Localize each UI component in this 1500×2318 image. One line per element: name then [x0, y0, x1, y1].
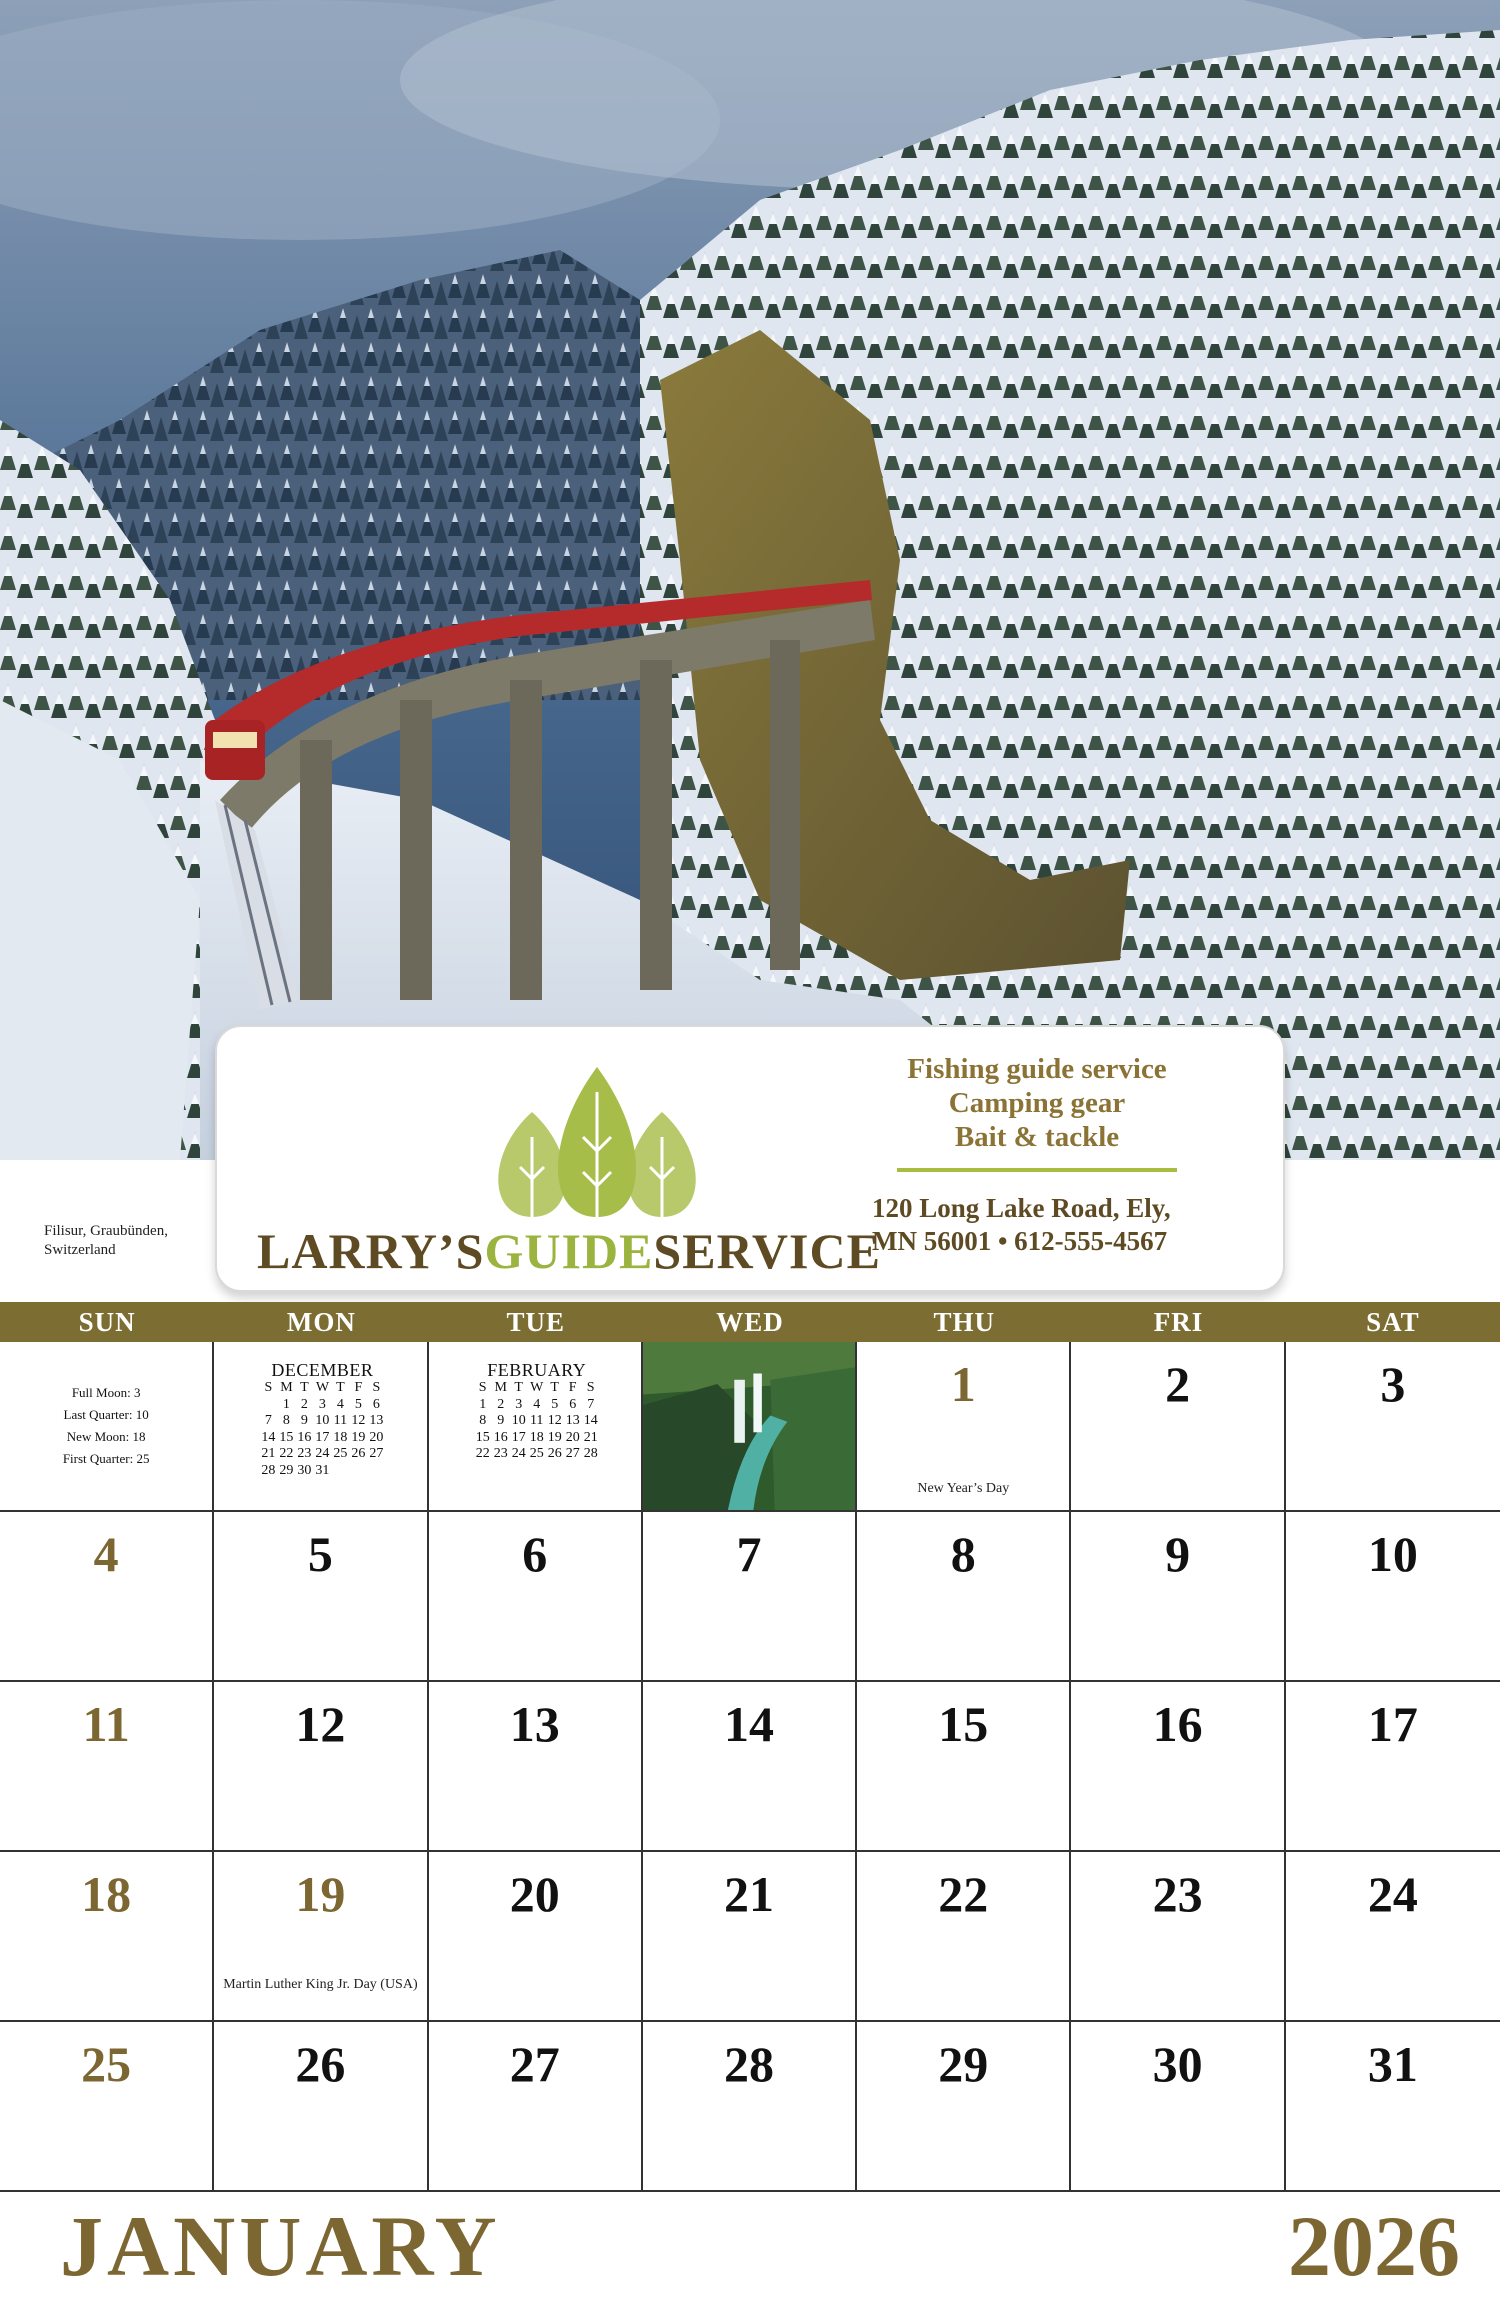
- day-cell[interactable]: [1071, 1852, 1285, 2022]
- mini-calendar-row: [474, 1413, 600, 1430]
- mini-calendar-row: [474, 1397, 600, 1414]
- day-cell[interactable]: [857, 1682, 1071, 1852]
- day-number: 5: [307, 1526, 333, 1582]
- day-number: 1: [950, 1356, 976, 1412]
- mini-calendar-title: DECEMBER: [271, 1360, 374, 1380]
- mini-calendar-day: 23: [493, 1446, 508, 1461]
- service-line: Bait & tackle: [954, 1121, 1120, 1153]
- day-number: 14: [723, 1696, 774, 1752]
- mini-calendar-day: 14: [261, 1429, 276, 1445]
- mini-calendar-day: 2: [300, 1396, 308, 1412]
- mini-calendar-weekday: M: [494, 1380, 507, 1395]
- day-number: 16: [1152, 1696, 1203, 1752]
- mini-calendar-weekday: M: [280, 1380, 293, 1395]
- mini-calendar-day: 11: [529, 1413, 544, 1428]
- weekday-mon: MON: [286, 1307, 356, 1337]
- day-cell[interactable]: [214, 2022, 428, 2192]
- day-cell[interactable]: [1286, 1852, 1500, 2022]
- day-cell[interactable]: [1071, 1512, 1285, 1682]
- day-cell[interactable]: [1071, 2022, 1285, 2192]
- mini-calendar-weekday: T: [336, 1380, 345, 1395]
- mini-calendar-day: 1: [479, 1396, 487, 1412]
- mini-calendar-day: 4: [533, 1396, 541, 1412]
- prev-month-cell: [214, 1342, 428, 1512]
- mini-calendar-weekday: F: [568, 1380, 577, 1395]
- day-number: 13: [509, 1696, 560, 1752]
- mini-calendar-day: 3: [318, 1396, 326, 1412]
- mini-calendar-weekday: T: [550, 1380, 559, 1395]
- day-number: 26: [295, 2036, 346, 2092]
- mini-calendar-day: 26: [351, 1446, 366, 1461]
- day-cell[interactable]: [214, 1682, 428, 1852]
- mini-calendar-table: [259, 1380, 385, 1479]
- day-number: 23: [1152, 1866, 1203, 1922]
- day-number: 22: [938, 1866, 989, 1922]
- mini-calendar-day: 5: [354, 1396, 362, 1412]
- mini-calendar-weekday: S: [264, 1380, 273, 1395]
- day-number: 12: [295, 1696, 346, 1752]
- company-logo: [257, 1067, 881, 1279]
- day-cell[interactable]: [857, 2022, 1071, 2192]
- day-cell[interactable]: [429, 2022, 643, 2192]
- mini-calendar: [238, 1360, 406, 1479]
- weekday-wed: WED: [716, 1307, 784, 1337]
- day-cell[interactable]: [214, 1852, 428, 2022]
- mini-calendar-day: 4: [336, 1396, 344, 1412]
- day-cell[interactable]: [429, 1852, 643, 2022]
- mini-calendar-weekday: F: [354, 1380, 363, 1395]
- mini-calendar-day: [259, 1397, 277, 1414]
- three-leaves-icon: [487, 1067, 707, 1217]
- holiday-label: Martin Luther King Jr. Day (USA): [223, 1977, 418, 1992]
- mini-calendar-day: 29: [279, 1462, 294, 1478]
- address-line: 120 Long Lake Road, Ely,: [872, 1193, 1171, 1223]
- moon-phase-line: New Moon: 18: [66, 1429, 146, 1444]
- mini-calendar-weekday: S: [372, 1380, 381, 1395]
- mini-calendar-day: 10: [315, 1413, 330, 1428]
- day-cell[interactable]: [0, 1682, 214, 1852]
- mini-calendar-day: 6: [372, 1396, 380, 1412]
- mini-calendar-row: [474, 1446, 600, 1463]
- mini-calendar-day: 28: [583, 1446, 598, 1461]
- day-cell[interactable]: [0, 2022, 214, 2192]
- mini-calendar-day: 12: [547, 1413, 562, 1428]
- weekday-tue: TUE: [506, 1307, 565, 1337]
- company-name: [257, 1222, 881, 1280]
- mini-calendar-day: 28: [261, 1462, 276, 1478]
- next-month-cell: [429, 1342, 643, 1512]
- day-number: 7: [736, 1526, 762, 1582]
- mini-calendar-day: [367, 1463, 385, 1480]
- mini-calendar-day: 23: [297, 1446, 312, 1461]
- mini-calendar-day: 18: [333, 1429, 348, 1445]
- moon-phase-line: First Quarter: 25: [62, 1451, 150, 1466]
- day-cell[interactable]: [0, 1512, 214, 1682]
- day-number: 8: [950, 1526, 976, 1582]
- day-number: 27: [509, 2036, 560, 2092]
- mini-calendar-day: 9: [300, 1413, 308, 1428]
- day-cell[interactable]: [857, 1852, 1071, 2022]
- day-number: 21: [723, 1866, 774, 1922]
- mini-calendar-weekday: T: [300, 1380, 309, 1395]
- waterfall-photo-cell: [643, 1342, 857, 1512]
- mini-calendar: [453, 1360, 621, 1463]
- mini-calendar-row: [259, 1446, 385, 1463]
- day-number: 28: [723, 2036, 774, 2092]
- mini-calendar-day: 22: [279, 1446, 294, 1461]
- day-cell[interactable]: [429, 1512, 643, 1682]
- mini-calendar-day: 17: [315, 1429, 330, 1445]
- moon-phase-line: Last Quarter: 10: [63, 1407, 149, 1422]
- mini-calendar-title: FEBRUARY: [487, 1360, 587, 1380]
- mini-calendar-header-row: [474, 1380, 600, 1397]
- mini-calendar-day: 15: [475, 1429, 490, 1445]
- holiday-label: New Year’s Day: [917, 1481, 1010, 1496]
- mini-calendar-day: 25: [529, 1446, 544, 1461]
- day-cell[interactable]: [857, 1512, 1071, 1682]
- waterfall-photo: [643, 1342, 855, 1510]
- mini-calendar-day: 27: [369, 1446, 384, 1461]
- mini-calendar-day: 13: [565, 1413, 580, 1428]
- company-name-right: SERVICE: [653, 1223, 881, 1279]
- calendar-grid: [0, 1342, 1500, 2192]
- day-cell[interactable]: [643, 1852, 857, 2022]
- day-cell[interactable]: [643, 1512, 857, 1682]
- divider: [897, 1168, 1177, 1172]
- day-number: 2: [1165, 1356, 1191, 1412]
- day-number: 20: [509, 1866, 560, 1922]
- weekday-sun: SUN: [78, 1307, 136, 1337]
- mini-calendar-header-row: [259, 1380, 385, 1397]
- mini-calendar-day: 25: [333, 1446, 348, 1461]
- mini-calendar-day: 24: [315, 1446, 330, 1461]
- moon-phases: [0, 1382, 212, 1470]
- mini-calendar-weekday: S: [586, 1380, 595, 1395]
- mini-calendar-day: 22: [475, 1446, 490, 1461]
- day-number: 3: [1380, 1356, 1406, 1412]
- day-cell[interactable]: [1286, 1682, 1500, 1852]
- mini-calendar-day: 12: [351, 1413, 366, 1428]
- mini-calendar-day: 24: [511, 1446, 526, 1461]
- weekday-thu: THU: [933, 1307, 996, 1337]
- day-number: 19: [295, 1866, 346, 1922]
- weekday-fri: FRI: [1153, 1307, 1204, 1337]
- mini-calendar-day: 3: [515, 1396, 523, 1412]
- mini-calendar-day: 16: [493, 1429, 508, 1445]
- day-number: 15: [938, 1696, 989, 1752]
- mini-calendar-day: 20: [565, 1429, 580, 1445]
- day-number: 17: [1367, 1696, 1418, 1752]
- mini-calendar-weekday: W: [530, 1380, 544, 1395]
- mini-calendar-day: 16: [297, 1429, 312, 1445]
- weekday-sat: SAT: [1366, 1307, 1420, 1337]
- mini-calendar-row: [474, 1430, 600, 1447]
- day-cell[interactable]: [1071, 1682, 1285, 1852]
- company-name-left: LARRY’S: [257, 1223, 485, 1279]
- mini-calendar-day: 6: [569, 1396, 577, 1412]
- day-cell[interactable]: [1071, 1342, 1285, 1512]
- mini-calendar-day: 27: [565, 1446, 580, 1461]
- mini-calendar-day: 13: [369, 1413, 384, 1428]
- mini-calendar-day: 26: [547, 1446, 562, 1461]
- mini-calendar-day: 1: [282, 1396, 290, 1412]
- mini-calendar-day: 31: [315, 1462, 330, 1478]
- day-number: 25: [81, 2036, 132, 2092]
- mini-calendar-day: 10: [511, 1413, 526, 1428]
- day-cell[interactable]: [643, 2022, 857, 2192]
- day-number: 4: [93, 1526, 119, 1582]
- mini-calendar-day: 15: [279, 1429, 294, 1445]
- day-number: 18: [81, 1866, 132, 1922]
- mini-calendar-day: 5: [551, 1396, 559, 1412]
- day-cell[interactable]: [0, 1852, 214, 2022]
- moon-phases-cell: [0, 1342, 214, 1512]
- mini-calendar-day: 7: [587, 1396, 595, 1412]
- mini-calendar-weekday: T: [514, 1380, 523, 1395]
- photo-caption: Filisur, Graubünden, Switzerland: [44, 1223, 168, 1258]
- mini-calendar-day: 2: [497, 1396, 505, 1412]
- mini-calendar-row: [259, 1430, 385, 1447]
- mini-calendar-day: 20: [369, 1429, 384, 1445]
- mini-calendar-row: [259, 1463, 385, 1480]
- mini-calendar-day: 19: [547, 1429, 562, 1445]
- month-title: JANUARY: [60, 2198, 501, 2294]
- mini-calendar-weekday: S: [478, 1380, 487, 1395]
- mini-calendar-row: [259, 1397, 385, 1414]
- day-cell[interactable]: [1286, 2022, 1500, 2192]
- year-title: 2026: [1288, 2198, 1460, 2294]
- mini-calendar-day: 19: [351, 1429, 366, 1445]
- mini-calendar-day: 8: [479, 1413, 487, 1428]
- mini-calendar-day: 18: [529, 1429, 544, 1445]
- company-name-middle: GUIDE: [484, 1223, 654, 1279]
- mini-calendar-weekday: W: [315, 1380, 330, 1395]
- service-line: Fishing guide service: [907, 1053, 1167, 1085]
- advertiser-panel: [215, 1025, 1285, 1292]
- mini-calendar-day: [349, 1463, 367, 1480]
- moon-phase-line: Full Moon: 3: [71, 1385, 141, 1400]
- mini-calendar-day: [331, 1463, 349, 1480]
- mini-calendar-day: 11: [333, 1413, 348, 1428]
- mini-calendar-day: 21: [583, 1429, 598, 1445]
- mini-calendar-day: 8: [282, 1413, 290, 1428]
- advertiser-details: [872, 1052, 1202, 1258]
- mini-calendar-day: 9: [497, 1413, 505, 1428]
- day-number: 29: [938, 2036, 989, 2092]
- mini-calendar-day: 21: [261, 1446, 276, 1461]
- weekday-header: [0, 1302, 1500, 1342]
- day-cell[interactable]: [429, 1682, 643, 1852]
- service-line: Camping gear: [948, 1087, 1126, 1119]
- day-number: 11: [82, 1696, 130, 1752]
- mini-calendar-row: [259, 1413, 385, 1430]
- mini-calendar-day: 14: [583, 1413, 598, 1428]
- day-cell[interactable]: [214, 1512, 428, 1682]
- day-number: 24: [1367, 1866, 1418, 1922]
- mini-calendar-day: 17: [511, 1429, 526, 1445]
- day-cell[interactable]: [857, 1342, 1071, 1512]
- day-cell[interactable]: [1286, 1342, 1500, 1512]
- mini-calendar-day: 7: [264, 1413, 272, 1428]
- contact-line: MN 56001 • 612-555-4567: [872, 1226, 1168, 1256]
- day-number: 10: [1367, 1526, 1418, 1582]
- day-number: 6: [522, 1526, 548, 1582]
- day-cell[interactable]: [643, 1682, 857, 1852]
- mini-calendar-table: [474, 1380, 600, 1463]
- day-number: 9: [1165, 1526, 1191, 1582]
- day-number: 31: [1367, 2036, 1418, 2092]
- day-number: 30: [1152, 2036, 1203, 2092]
- mini-calendar-day: 30: [297, 1462, 312, 1478]
- day-cell[interactable]: [1286, 1512, 1500, 1682]
